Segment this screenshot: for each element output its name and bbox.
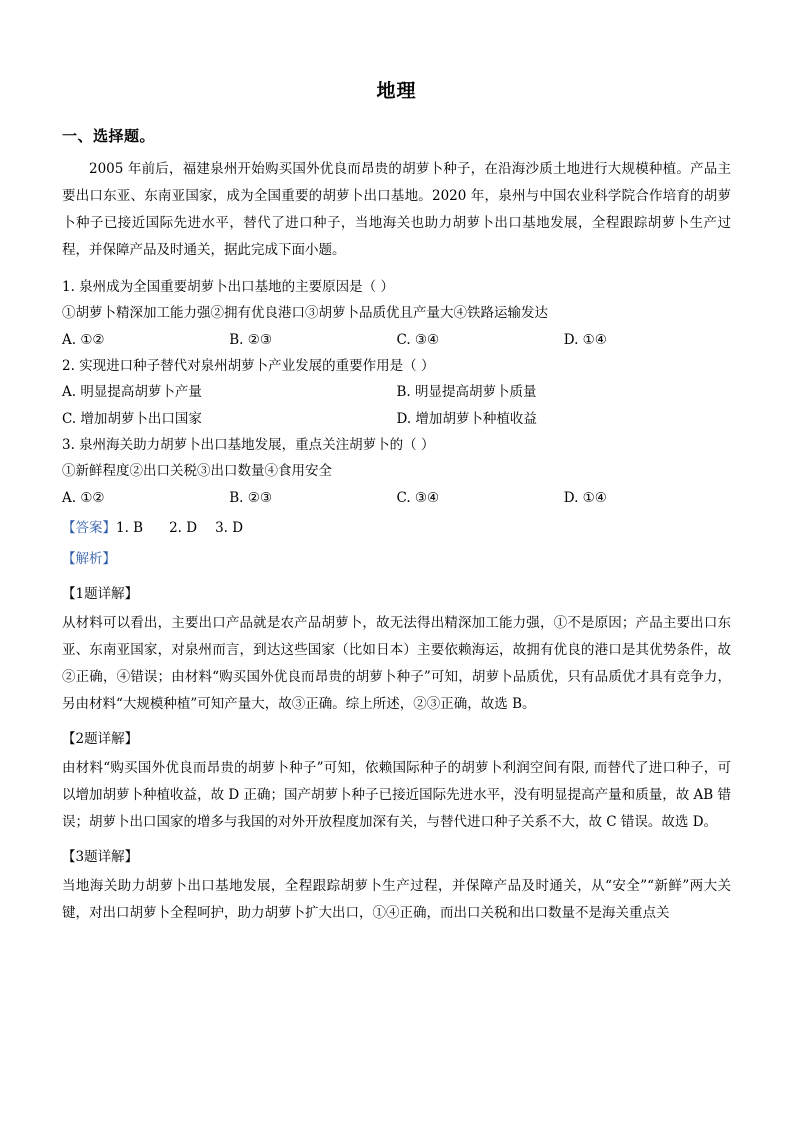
passage-text: 2005 年前后，福建泉州开始购买国外优良而昂贵的胡萝卜种子，在沿海沙质土地进行大规模种植。产品主要出口东亚、东南亚国家，成为全国重要的胡萝卜出口基地。2020 年，泉州与中国农业科学院合作培育的胡萝卜种子已接近国际先进水平，替代了进口种子，当地海关也助力胡萝卜出口基地发展，全程跟踪胡萝卜生产过程，并保障产品及时通关，据此完成下面小题。 [62, 161, 731, 258]
question-options [62, 327, 731, 353]
detail-text: 当地海关助力胡萝卜出口基地发展，全程跟踪胡萝卜生产过程，并保障产品及时通关，从“安全”“新鲜”两大关键，对出口胡萝卜全程呵护，助力胡萝卜扩大出口，①④正确，而出口关税和出口数量不是海关重点关 [62, 877, 731, 921]
answer-item-2: 2. D [169, 519, 198, 536]
option-d[interactable]: D. ①④ [563, 489, 607, 506]
detail-block-1 [62, 581, 731, 718]
detail-block-3 [62, 844, 731, 927]
question-substatements: ①胡萝卜精深加工能力强②拥有优良港口③胡萝卜品质优且产量大④铁路运输发达 [62, 305, 548, 322]
question-options [62, 406, 731, 432]
question-stem: 1. 泉州成为全国重要胡萝卜出口基地的主要原因是（ ） [62, 279, 394, 295]
option-b[interactable]: B. 明显提高胡萝卜质量 [396, 384, 537, 401]
answer-item-3: 3. D [215, 519, 244, 536]
detail-block-2 [62, 726, 731, 836]
question-block-3 [62, 432, 731, 511]
option-a[interactable]: A. ①② [62, 489, 105, 506]
question-stem: 3. 泉州海关助力胡萝卜出口基地发展，重点关注胡萝卜的（ ） [62, 436, 435, 453]
question-block-2 [62, 353, 731, 432]
question-block-1 [62, 274, 731, 353]
option-c[interactable]: C. ③④ [396, 489, 440, 506]
question-stem: 2. 实现进口种子替代对泉州胡萝卜产业发展的重要作用是（ ） [62, 357, 435, 374]
detail-heading: 【3题详解】 [62, 848, 139, 865]
analysis-label: 【解析】 [62, 550, 116, 567]
detail-heading: 【2题详解】 [62, 730, 139, 747]
detail-text: 从材料可以看出，主要出口产品就是农产品胡萝卜，故无法得出精深加工能力强，①不是原因；产品主要出口东亚、东南亚国家，对泉州而言，到达这些国家（比如日本）主要依赖海运，故拥有优良的港口是其优势条件，故②正确，④错误；由材料“购买国外优良而昂贵的胡萝卜种子”可知，胡萝卜品质优，只有品质优才具有竞争力，另由材料“大规模种植”可知产量大，故③正确。综上所述，②③正确，故选 B。 [62, 614, 731, 712]
option-b[interactable]: B. ②③ [229, 331, 272, 348]
option-d[interactable]: D. ①④ [563, 331, 607, 348]
option-d[interactable]: D. 增加胡萝卜种植收益 [396, 410, 537, 427]
option-a[interactable]: A. 明显提高胡萝卜产量 [62, 384, 202, 401]
detail-heading: 【1题详解】 [62, 585, 139, 602]
page-title: 地理 [376, 80, 417, 102]
section-heading: 一、选择题。 [62, 127, 156, 145]
option-c[interactable]: C. ③④ [396, 331, 440, 348]
answer-item-1: 1. B [116, 519, 144, 536]
answer-line [62, 515, 731, 542]
detail-text: 由材料“购买国外优良而昂贵的胡萝卜种子”可知，依赖国际种子的胡萝卜利润空间有限, 而替代了进口种子，可以增加胡萝卜种植收益，故 D 正确；国产胡萝卜种子已接近国际先进水平，没有明显提高产量和质量，故 AB 错误；胡萝卜出口国家的增多与我国的对外开放程度加深有关，与替代进口种子关系不大，故 C 错误。故选 D。 [62, 759, 731, 830]
question-options [62, 379, 731, 405]
option-a[interactable]: A. ①② [62, 331, 105, 348]
option-b[interactable]: B. ②③ [229, 489, 272, 506]
option-c[interactable]: C. 增加胡萝卜出口国家 [62, 410, 202, 427]
answer-label: 【答案】 [62, 519, 116, 536]
question-options [62, 485, 731, 511]
question-substatements: ①新鲜程度②出口关税③出口数量④食用安全 [62, 463, 332, 480]
